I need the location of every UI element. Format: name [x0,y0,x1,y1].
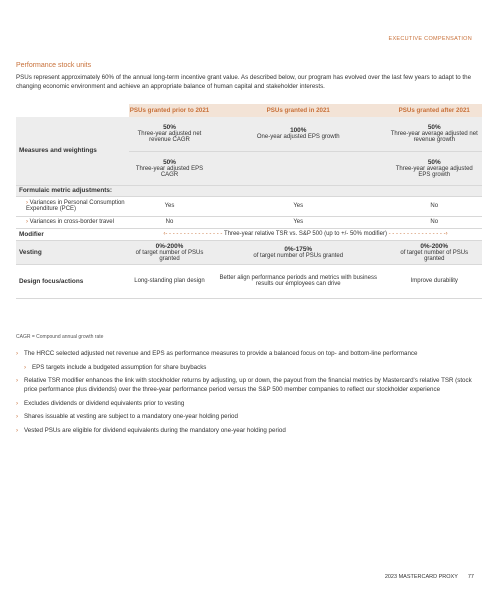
measure-desc: One-year adjusted EPS growth [256,134,340,141]
table-row [16,196,482,216]
bullet-glyph: › [26,219,30,225]
vesting-prior [129,240,210,264]
measure-desc: Three-year average adjusted net revenue growth [390,131,478,144]
measure-pct: 100% [290,127,307,135]
pce-prior: Yes [129,196,210,216]
travel-2021: Yes [210,216,386,228]
footer-doc-title: 2023 MASTERCARD PROXY [384,574,458,580]
vesting-after [386,240,482,264]
table-row [16,216,482,228]
measure-after-2 [386,151,482,185]
page-footer [385,574,474,580]
list-item: › Shares issuable at vesting are subject to a mandatory one-year holding period [16,412,486,421]
modifier-row [16,228,482,240]
list-item: › EPS targets include a budgeted assumption for share buybacks [16,363,486,372]
measure-after-1 [386,117,482,151]
bullet-list [16,349,486,439]
pce-label [16,196,129,216]
travel-label [16,216,129,228]
col-header-after-2021: PSUs granted after 2021 [386,104,482,117]
intro-paragraph: PSUs represent approximately 60% of the annual long-term incentive grant value. As described below, our program has evolved over the last few years to adapt to the changing economic environment and achieve an appropriate balance of human capital and stakeholder interests. [16,74,472,90]
vesting-desc: of target number of PSUs granted [253,252,344,259]
vesting-pct: 0%-200% [155,242,184,250]
list-item: › Excludes dividends or dividend equivalents prior to vesting [16,399,486,408]
measure-2021-2 [210,151,386,185]
measure-prior-1 [129,117,210,151]
measure-pct: 50% [163,124,176,132]
travel-after: No [386,216,482,228]
vesting-pct: 0%-175% [284,245,313,253]
vesting-desc: of target number of PSUs granted [135,249,204,262]
modifier-cell [129,228,482,240]
list-item: › The HRCC selected adjusted net revenue and EPS as performance measures to provide a balanced focus on top- and bottom-line performance [16,349,486,358]
bullet-glyph: › [26,200,30,206]
col-header-2021: PSUs granted in 2021 [210,104,386,117]
measures-label: Measures and weightings [16,117,129,185]
measure-pct: 50% [427,158,441,166]
psu-comparison-table [16,104,482,299]
list-item: › Relative TSR modifier enhances the link with stockholder returns by adjusting, up or down, the payout from the financial metrics by Mastercard's relative TSR (stock price performance plus dividends) over the three-year performance period versus the S&P 500 member companies to reflect our stockholder experience [16,376,486,394]
vesting-pct: 0%-200% [420,242,449,250]
pce-label-text: Variances in Personal Consumption Expenditure (PCE) [26,200,125,212]
travel-label-text: Variances in cross-border travel [29,219,114,225]
measure-pct: 50% [427,124,441,132]
measure-2021-1 [210,117,386,151]
vesting-label: Vesting [16,240,129,264]
design-row [16,264,482,298]
formulaic-heading-row [16,185,482,196]
measure-desc: Three-year adjusted net revenue CAGR [137,131,202,144]
vesting-desc: of target number of PSUs granted [400,249,469,262]
pce-after: No [386,196,482,216]
section-title: Performance stock units [16,62,92,69]
arrow-left-icon: ‹- - - - - - - - - - - - - - - - [163,231,223,237]
design-label: Design focus/actions [16,264,129,298]
page-number: 77 [467,574,474,580]
vesting-row [16,240,482,264]
modifier-text: Three-year relative TSR vs. S&P 500 (up to +/- 50% modifier) [223,231,387,237]
vesting-2021 [210,240,386,264]
col-header-prior-2021: PSUs granted prior to 2021 [129,104,210,117]
modifier-label: Modifier [16,228,129,240]
arrow-right-icon: - - - - - - - - - - - - - - - -› [388,231,448,237]
measure-desc: Three-year adjusted EPS CAGR [135,165,204,178]
header-blank [16,104,129,117]
design-prior: Long-standing plan design [129,264,210,298]
design-2021: Better align performance periods and metrics with business results our employees can drive [210,264,386,298]
travel-prior: No [129,216,210,228]
measure-pct: 50% [163,158,176,166]
formulaic-label: Formulaic metric adjustments: [16,185,482,196]
measure-prior-2 [129,151,210,185]
measures-row-1 [16,117,482,151]
design-after: Improve durability [386,264,482,298]
footnote: CAGR = Compound annual growth rate [16,334,104,340]
running-header: EXECUTIVE COMPENSATION [388,36,472,42]
table-header-row [16,104,482,117]
measure-desc: Three-year average adjusted EPS growth [395,165,473,178]
list-item: › Vested PSUs are eligible for dividend equivalents during the mandatory one-year holding period [16,426,486,435]
pce-2021: Yes [210,196,386,216]
